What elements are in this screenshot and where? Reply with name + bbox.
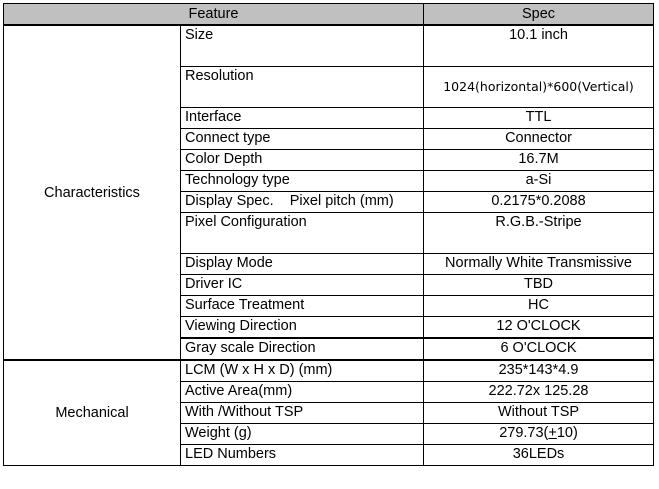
header-spec: Spec <box>424 4 654 26</box>
feature-cell: Gray scale Direction <box>181 338 424 360</box>
weight-suffix: 10) <box>556 425 578 441</box>
spec-cell: TBD <box>424 275 654 296</box>
feature-cell: LED Numbers <box>181 445 424 466</box>
spec-cell: 235*143*4.9 <box>424 360 654 382</box>
spec-cell: 0.2175*0.2088 <box>424 192 654 213</box>
feature-cell: Viewing Direction <box>181 317 424 339</box>
spec-cell: 222.72x 125.28 <box>424 382 654 403</box>
spec-cell: a-Si <box>424 171 654 192</box>
feature-cell: Display Spec. Pixel pitch (mm) <box>181 192 424 213</box>
spec-cell: 16.7M <box>424 150 654 171</box>
spec-cell: R.G.B.-Stripe <box>424 213 654 254</box>
spec-cell: Without TSP <box>424 403 654 424</box>
category-characteristics: Characteristics <box>4 25 181 360</box>
spec-cell: 6 O'CLOCK <box>424 338 654 360</box>
spec-cell <box>424 424 654 445</box>
feature-cell: Display Mode <box>181 254 424 275</box>
feature-cell: LCM (W x H x D) (mm) <box>181 360 424 382</box>
table-row <box>4 360 654 382</box>
spec-cell: Normally White Transmissive <box>424 254 654 275</box>
feature-cell: Surface Treatment <box>181 296 424 317</box>
feature-cell: Weight (g) <box>181 424 424 445</box>
spec-cell: HC <box>424 296 654 317</box>
spec-cell: TTL <box>424 108 654 129</box>
feature-cell: Pixel Configuration <box>181 213 424 254</box>
spec-cell: 36LEDs <box>424 445 654 466</box>
feature-cell: Resolution <box>181 67 424 108</box>
spec-table <box>3 3 654 466</box>
feature-cell: Driver IC <box>181 275 424 296</box>
table-header-row <box>4 4 654 26</box>
feature-cell: Technology type <box>181 171 424 192</box>
weight-plus-minus: + <box>548 425 557 441</box>
spec-cell: 1024(horizontal)*600(Vertical) <box>424 67 654 108</box>
feature-cell: Connect type <box>181 129 424 150</box>
header-feature: Feature <box>4 4 424 26</box>
weight-prefix: 279.73( <box>499 425 549 441</box>
spec-cell: 12 O'CLOCK <box>424 317 654 339</box>
feature-cell: Active Area(mm) <box>181 382 424 403</box>
feature-cell: Color Depth <box>181 150 424 171</box>
table-row <box>4 25 654 67</box>
feature-cell: With /Without TSP <box>181 403 424 424</box>
feature-cell: Size <box>181 25 424 67</box>
category-mechanical: Mechanical <box>4 360 181 466</box>
feature-cell: Interface <box>181 108 424 129</box>
spec-cell: 10.1 inch <box>424 25 654 67</box>
spec-cell: Connector <box>424 129 654 150</box>
